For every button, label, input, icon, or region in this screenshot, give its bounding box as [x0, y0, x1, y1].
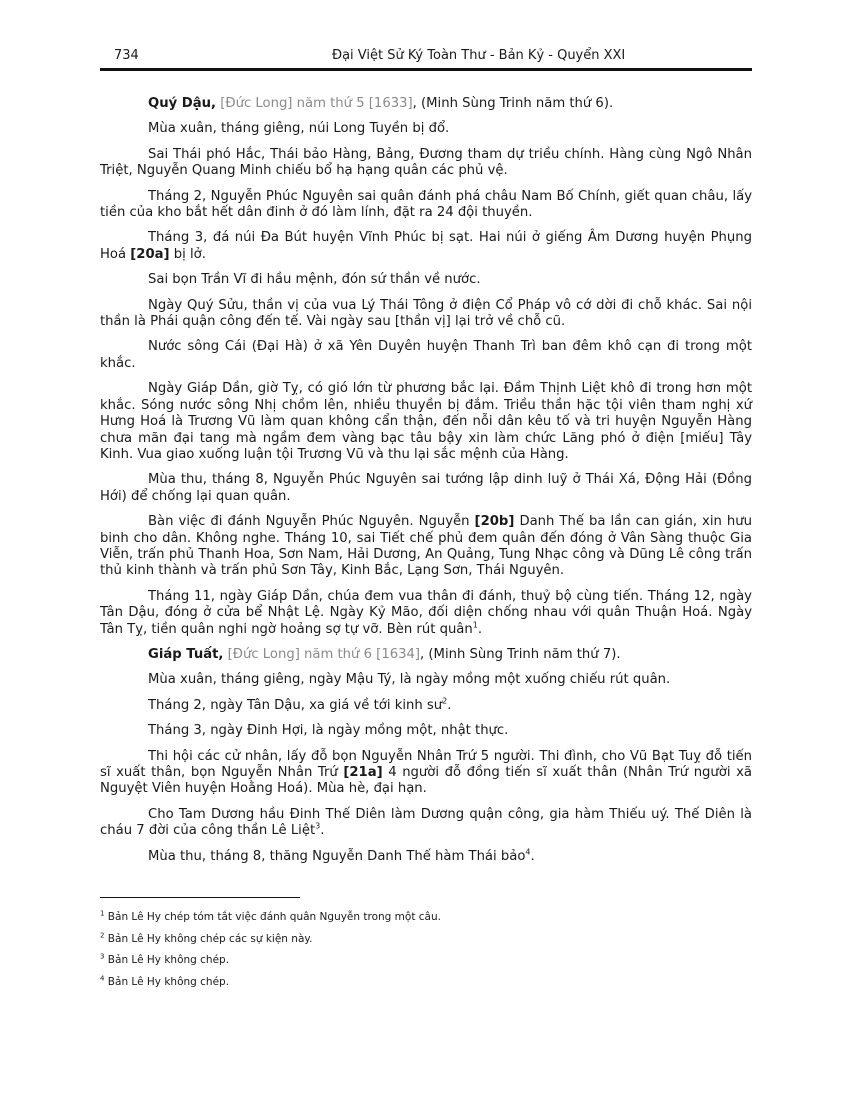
footnote — [100, 976, 752, 989]
footnote-text: Bản Lê Hy không chép. — [104, 975, 230, 988]
running-header — [100, 48, 752, 68]
text-run: Tháng 2, ngày Tân Dậu, xa giá về tới kinh sư — [148, 697, 443, 713]
paragraph — [100, 723, 752, 739]
text-run: Thi hội các cử nhân, lấy đỗ bọn Nguyễn Nhân Trứ 5 người. Thi đình, cho Vũ Bạt Tuỵ đỗ tiến sĩ xuất thân, bọn Nguyễn Nhân Trứ — [100, 748, 752, 780]
paragraph — [100, 381, 752, 463]
paragraph — [100, 298, 752, 331]
text-run: , (Minh Sùng Trinh năm thứ 7). — [420, 646, 621, 662]
text-run: Cho Tam Dương hầu Đinh Thế Diên làm Dương quận công, gia hàm Thiếu uý. Thế Diên là cháu 7 đời của công thần Lê Liệt — [100, 806, 752, 839]
text-run: bị lở. — [169, 246, 206, 262]
paragraph — [100, 514, 752, 580]
footnote-text: Bản Lê Hy không chép các sự kiện này. — [104, 932, 313, 945]
footnote-ref: 4 — [525, 847, 531, 857]
footnote-ref: 3 — [315, 821, 321, 831]
paragraph — [100, 807, 752, 840]
text-run: Tháng 3, ngày Đinh Hợi, là ngày mồng một, nhật thực. — [148, 723, 509, 739]
paragraph — [100, 121, 752, 137]
paragraph — [100, 698, 752, 714]
footnote-mark: 3 — [100, 952, 105, 961]
text-run: Ngày Giáp Dần, giờ Tỵ, có gió lớn từ phương bắc lại. Đầm Thịnh Liệt khô đi trong hơn một khắc. Sóng nước sông Nhị chồm lên, nhiều thuyền bị đắm. Triều thần hặc tội viên tham nghị xứ Hưng Hoá là Trương Vũ làm quan không cẩn thận, đến nỗi dân kêu tố và tri huyện Nguyễn Hàng chưa mãn đại tang mà ngầm đem vàng bạc tâu bậy xin làm chức Lăng phó ở điện [miếu] Tây Kinh. Vua giao xuống luận tội Trương Vũ và thu lại sắc mệnh của Hàng. — [100, 381, 752, 462]
footnote-mark: 4 — [100, 974, 105, 982]
footnote — [100, 954, 752, 967]
text-run: , (Minh Sùng Trinh năm thứ 6). — [412, 96, 614, 111]
text-run: . — [530, 848, 535, 864]
text-run: Sai Thái phó Hắc, Thái bảo Hàng, Bảng, Đương tham dự triều chính. Hàng cùng Ngô Nhân Triệt, Nguyễn Quang Minh chiếu bổ hạ hạng quân các phủ vệ. — [100, 146, 752, 179]
footnote-ref: 1 — [472, 620, 478, 630]
text-run: Mùa xuân, tháng giêng, núi Long Tuyền bị đổ. — [148, 121, 450, 137]
text-run: Sai bọn Trần Vĩ đi hầu mệnh, đón sứ thần về nước. — [148, 272, 481, 288]
paragraph — [100, 672, 752, 688]
main-text — [100, 96, 752, 874]
footnote-mark: 2 — [100, 931, 105, 939]
text-run: 4 người đỗ đồng tiến sĩ xuất thân (Nhân Trứ người xã Nguyệt Viên huyện Hoằng Hoá). Mùa hè, đại hạn. — [100, 765, 752, 797]
reign-year: [Đức Long] năm thứ 6 [1634] — [227, 646, 421, 662]
text-run: Mùa xuân, tháng giêng, ngày Mậu Tý, là ngày mồng một xuống chiếu rút quân. — [148, 672, 671, 688]
folio-marker: [20a] — [130, 246, 170, 262]
running-title: Đại Việt Sử Ký Toàn Thư - Bản Kỷ - Quyển XXI — [332, 48, 626, 63]
paragraph — [100, 230, 752, 263]
text-run: Tháng 3, đá núi Đa Bút huyện Vĩnh Phúc bị sạt. Hai núi ở giếng Âm Dương huyện Phụng Hoá — [100, 230, 752, 262]
text-run: . — [320, 823, 325, 839]
paragraph — [100, 849, 752, 865]
text-run: . — [477, 621, 483, 637]
text-run: Tháng 11, ngày Giáp Dần, chúa đem vua thân đi đánh, thuỷ bộ cùng tiến. Tháng 12, ngày Tân Dậu, đóng ở cửa bể Nhật Lệ. Ngày Kỷ Mão, đối diện chống nhau với quân Thuận Hoá. Ngày Tân Tỵ, tiền quân nghi ngờ hoảng sợ tự vỡ. Bèn rút quân — [100, 588, 752, 637]
text-run: Bàn việc đi đánh Nguyễn Phúc Nguyên. Nguyễn — [148, 514, 475, 530]
text-run: Mùa thu, tháng 8, thăng Nguyễn Danh Thế hàm Thái bảo — [148, 848, 526, 864]
page-number: 734 — [114, 48, 139, 63]
paragraph — [100, 147, 752, 180]
paragraph — [100, 589, 752, 638]
paragraph — [100, 339, 752, 372]
footnote-text: Bản Lê Hy chép tóm tắt việc đánh quân Nguyễn trong một câu. — [104, 911, 441, 923]
folio-marker: [20b] — [474, 514, 515, 530]
text-run: Danh Thế ba lần can gián, xin hưu binh cho dân. Không nghe. Tháng 10, sai Tiết chế phủ đem quân đến đóng ở Vân Sàng thuộc Gia Viễn, trấn phủ Thanh Hoa, Sơn Nam, Hải Dương, An Quảng, Tung Nhạc công và Dũng Lê công trấn thủ kinh thành và trấn phủ Sơn Tây, Kinh Bắc, Lạng Sơn, Thái Nguyên. — [100, 514, 752, 579]
footnote-ref: 2 — [442, 696, 448, 706]
text-run: Nước sông Cái (Đại Hà) ở xã Yên Duyên huyện Thanh Trì ban đêm khô cạn đi trong một khắc. — [100, 339, 752, 371]
paragraph — [100, 472, 752, 505]
paragraph — [100, 189, 752, 222]
folio-marker: [21a] — [343, 765, 383, 780]
text-run: . — [447, 697, 452, 713]
footnote — [100, 933, 752, 946]
footnotes — [100, 911, 752, 997]
paragraph — [100, 96, 752, 112]
footnote-text: Bản Lê Hy không chép. — [104, 954, 230, 966]
footnote — [100, 911, 752, 924]
text-run: Mùa thu, tháng 8, Nguyễn Phúc Nguyên sai tướng lập dinh luỹ ở Thái Xá, Động Hải (Đồng Hới) để chống lại quan quân. — [100, 472, 752, 504]
paragraph — [100, 749, 752, 798]
header-rule — [100, 68, 752, 71]
text-run: Tháng 2, Nguyễn Phúc Nguyên sai quân đánh phá châu Nam Bố Chính, giết quan châu, lấy tiền của kho bắt hết dân đinh ở đó làm lính, đặt ra 24 đội thuyền. — [100, 188, 752, 221]
footnote-rule — [100, 897, 300, 898]
text-run: Ngày Quý Sửu, thần vị của vua Lý Thái Tông ở điện Cổ Pháp vô cớ dời đi chỗ khác. Sai nội thần là Phái quận công đến tế. Vài ngày sau [thần vị] lại trở về chỗ cũ. — [100, 297, 752, 330]
era-heading: Giáp Tuất, — [148, 646, 224, 662]
paragraph — [100, 647, 752, 663]
footnote-mark: 1 — [100, 909, 105, 918]
reign-year: [Đức Long] năm thứ 5 [1633] — [220, 96, 413, 111]
paragraph — [100, 272, 752, 288]
era-heading: Quý Dậu, — [148, 96, 217, 111]
